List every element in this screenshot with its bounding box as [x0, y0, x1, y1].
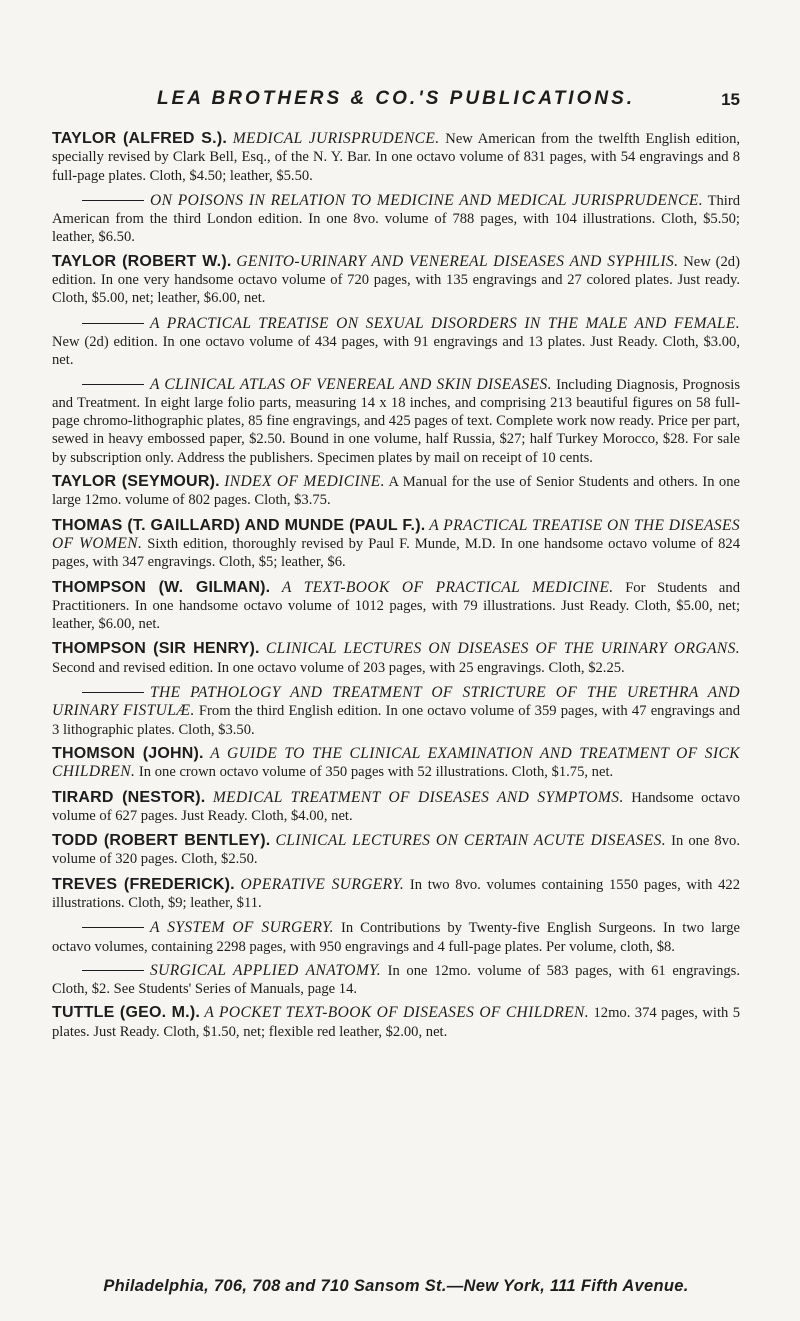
page-header [52, 88, 740, 116]
catalog-entry [52, 517, 740, 572]
catalog-entry [52, 876, 740, 913]
entry-author: TODD (ROBERT BENTLEY). [52, 832, 271, 850]
entry-author: THOMPSON (W. GILMAN). [52, 578, 271, 596]
entry-description: In one crown octavo volume of 350 pages with 52 illustrations. Cloth, $1.75, net. [138, 764, 614, 781]
entry-title: A TEXT-BOOK OF PRACTICAL MEDICINE. [281, 578, 614, 596]
ditto-dash [82, 970, 144, 971]
entry-title: A GUIDE TO THE CLINICAL EXAMINATION AND TREATMENT OF SICK CHILDREN. [52, 744, 740, 781]
entry-author: TIRARD (NESTOR). [52, 788, 206, 806]
catalog-entry [52, 315, 740, 370]
entry-title: SURGICAL APPLIED ANATOMY. [150, 961, 382, 979]
entry-title: A CLINICAL ATLAS OF VENEREAL AND SKIN DISEASES. [150, 375, 552, 393]
catalog-entry [52, 473, 740, 510]
entry-title: CLINICAL LECTURES ON DISEASES OF THE URINARY ORGANS. [265, 640, 741, 658]
entry-title: MEDICAL TREATMENT OF DISEASES AND SYMPTOMS. [212, 788, 624, 806]
ditto-dash [82, 384, 144, 385]
entry-description: New American from the twelfth English edition, specially revised by Clark Bell, Esq., of the N. Y. Bar. In one octavo volume of 831 pages, with 54 engravings and 8 full-page plates. Cloth, $4.50; leather, $5.50. [52, 131, 741, 184]
entry-title: CLINICAL LECTURES ON CERTAIN ACUTE DISEASES. [275, 832, 667, 850]
catalog-entry [52, 1004, 740, 1041]
entry-author: TAYLOR (SEYMOUR). [52, 473, 220, 491]
catalog-entry [52, 962, 740, 999]
entry-author: TAYLOR (ALFRED S.). [52, 130, 227, 147]
entry-description: Including Diagnosis, Prognosis and Treatment. In eight large folio parts, measuring 14 x 18 inches, and comprising 213 beautiful figures on 58 full-page chromo-lithographic plates, 85 fine engravings, and 425 pages of text. Complete work now ready. Price per part, sewed in heavy embossed paper, $2.50. Bound in one volume, half Russia, $27; half Turkey Morocco, $28. For sale by subscription only. Address the publishers. Specimen plates by mail on receipt of 10 cents. [52, 376, 740, 466]
entry-title: MEDICAL JURISPRUDENCE. [232, 130, 440, 147]
entry-description: Second and revised edition. In one octavo volume of 203 pages, with 25 engravings. Cloth, $2.25. [52, 659, 625, 676]
entry-title: INDEX OF MEDICINE. [224, 473, 385, 491]
entry-description: In one 8vo. volume of 320 pages. Cloth, $2.50. [52, 833, 740, 868]
entry-description: From the third English edition. In one octavo volume of 359 pages, with 47 engravings and 3 lithographic plates. Cloth, $3.50. [52, 703, 740, 738]
entry-description: In two 8vo. volumes containing 1550 pages, with 422 illustrations. Cloth, $9; leather, $11. [52, 876, 740, 911]
entry-description: Handsome octavo volume of 627 pages. Just Ready. Cloth, $4.00, net. [52, 789, 740, 824]
catalog-entry [52, 745, 740, 782]
catalog-entry [52, 832, 740, 869]
running-title: LEA BROTHERS & CO.'S PUBLICATIONS. [156, 88, 636, 109]
entry-author: TAYLOR (ROBERT W.). [52, 252, 232, 270]
entry-title: A SYSTEM OF SURGERY. [150, 919, 334, 937]
catalog-entries [52, 130, 740, 1048]
entry-title: GENITO-URINARY AND VENEREAL DISEASES AND SYPHILIS. [236, 252, 679, 270]
catalog-entry [52, 376, 740, 467]
entry-description: New (2d) edition. In one octavo volume of 434 pages, with 91 engravings and 13 plates. Just Ready. Cloth, $3.00, net. [52, 333, 740, 369]
ditto-dash [82, 200, 144, 201]
entry-description: A Manual for the use of Senior Students and others. In one large 12mo. volume of 802 pages. Cloth, $3.75. [52, 474, 740, 509]
ditto-dash [82, 692, 144, 693]
entry-title: A PRACTICAL TREATISE ON SEXUAL DISORDERS IN THE MALE AND FEMALE. [150, 314, 740, 332]
entry-author: TREVES (FREDERICK). [52, 875, 235, 893]
entry-title: ON POISONS IN RELATION TO MEDICINE AND MEDICAL JURISPRUDENCE. [150, 191, 703, 209]
entry-description: 12mo. 374 pages, with 5 plates. Just Ready. Cloth, $1.50, net; flexible red leather, $2.00, net. [52, 1005, 740, 1040]
entry-description: For Students and Practitioners. In one handsome octavo volume of 1012 pages, with 79 illustrations. Just Ready. Cloth, $5.00, net; leather, $6.00, net. [52, 579, 740, 633]
entry-author: THOMPSON (SIR HENRY). [52, 640, 260, 658]
entry-title: A PRACTICAL TREATISE ON THE DISEASES OF WOMEN. [52, 516, 740, 552]
entry-description: Sixth edition, thoroughly revised by Paul F. Munde, M.D. In one handsome octavo volume of 824 pages, with 347 engravings. Cloth, $5; leather, $6. [52, 535, 740, 571]
catalog-entry [52, 919, 740, 956]
catalog-entry [52, 579, 740, 634]
catalog-entry [52, 789, 740, 826]
page-number: 15 [721, 90, 740, 109]
entry-title: A POCKET TEXT-BOOK OF DISEASES OF CHILDREN. [204, 1004, 590, 1022]
catalog-entry [52, 130, 740, 185]
ditto-dash [82, 927, 144, 928]
catalog-entry [52, 192, 740, 247]
entry-author: THOMSON (JOHN). [52, 744, 204, 762]
ditto-dash [82, 323, 144, 324]
catalog-entry [52, 640, 740, 677]
entry-description: New (2d) edition. In one very handsome octavo volume of 720 pages, with 135 engravings and 27 colored plates. Just ready. Cloth, $5.00, net; leather, $6.00, net. [52, 253, 740, 307]
page-footer: Philadelphia, 706, 708 and 710 Sansom St.—New York, 111 Fifth Avenue. [103, 1277, 689, 1295]
entry-author: TUTTLE (GEO. M.). [52, 1004, 200, 1022]
entry-description: In one 12mo. volume of 583 pages, with 61 engravings. Cloth, $2. See Students' Series of Manuals, page 14. [52, 962, 741, 998]
entry-description: In Contributions by Twenty-five English Surgeons. In two large octavo volumes, containing 2298 pages, with 950 engravings and 4 full-page plates. Per volume, cloth, $8. [52, 920, 740, 955]
entry-title: OPERATIVE SURGERY. [240, 875, 405, 893]
entry-author: THOMAS (T. GAILLARD) AND MUNDE (PAUL F.). [52, 516, 426, 534]
entry-description: Third American from the third London edition. In one 8vo. volume of 788 pages, with 104 illustrations. Cloth, $5.50; leather, $6.50. [52, 192, 740, 246]
entry-title: THE PATHOLOGY AND TREATMENT OF STRICTURE OF THE URETHRA AND URINARY FISTULÆ. [52, 684, 740, 720]
catalog-entry [52, 253, 740, 308]
catalog-entry [52, 684, 740, 739]
